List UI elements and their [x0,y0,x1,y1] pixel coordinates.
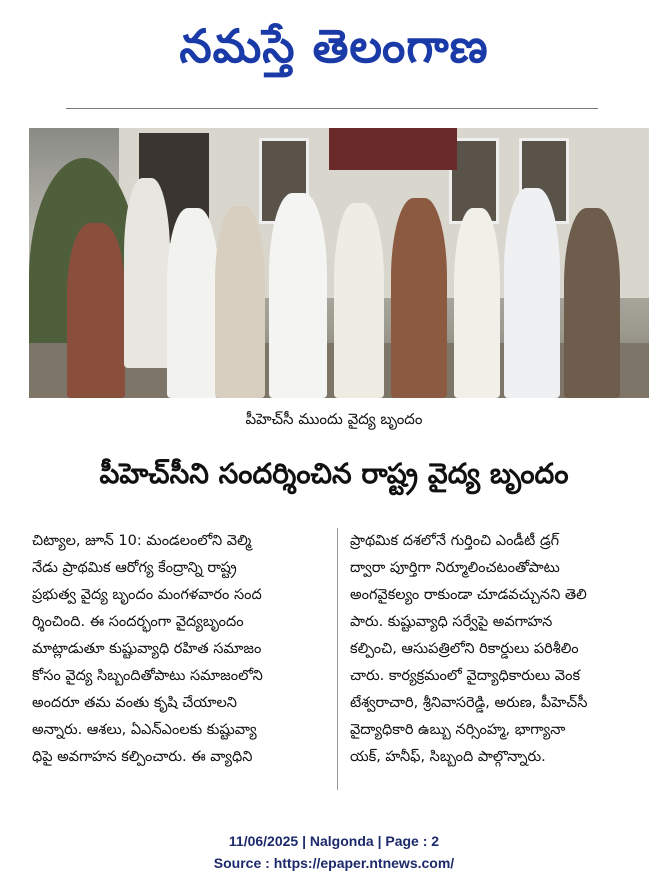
article-line: ధిపై అవగాహన కల్పించారు. ఈ వ్యాధిని [32,749,253,765]
header-rule [66,108,598,109]
article-line: అందరూ తమ వంతు కృషి చేయాలని [32,695,237,711]
article-line: వైద్యాధికారి ఉబ్బు నర్సింహ్మ, భాగ్యానా [350,722,566,738]
photo-person [124,178,170,368]
photo-person [67,223,125,398]
article-line: పారు. కుష్టువ్యాధి సర్వేపై అవగాహన [350,614,553,630]
article-line: కల్పించి, ఆసుపత్రిలోని రికార్డులు పరిశీలిం [350,641,579,657]
photo-caption: పీహెచ్‌సీ ముందు వైద్య బృందం [245,410,423,428]
newspaper-masthead: నమస్తే తెలంగాణ [179,19,489,73]
footer-source-link[interactable]: Source : https://epaper.ntnews.com/ [213,855,455,871]
article-line: చిట్యాల, జూన్ 10: మండలంలోని వెల్మి [32,533,252,549]
article-line: ర్శించింది. ఈ సందర్భంగా వైద్యబృందం [32,614,244,630]
article-line: అన్నారు. ఆశలు, ఏఎన్ఎంలకు కుష్టువ్యా [32,722,257,738]
photo-person [269,193,327,398]
group-photo [29,128,649,398]
article-line: యక్, హనీఫ్, సిబ్బంది పాల్గొన్నారు. [350,749,546,765]
photo-person [454,208,500,398]
article-headline: పీహెచ్‌సీని సందర్శించిన రాష్ట్ర వైద్య బృందం [99,457,569,490]
article-line: టేశ్వరాచారి, శ్రీనివాసరెడ్డి, అరుణ, పీహెచ్‌సీ [350,695,588,711]
photo-person [215,206,265,398]
article-line: ప్రాథమిక దశలోనే గుర్తించి ఎండీటీ డ్రగ్ [350,533,560,549]
photo-person [167,208,219,398]
photo-signboard [329,128,457,170]
page-footer [0,830,668,874]
article-line: కోసం వైద్య సిబ్బందితోపాటు సమాజంలోని [32,668,263,684]
article-line: నేడు ప్రాథమిక ఆరోగ్య కేంద్రాన్ని రాష్ట్ర [32,560,237,576]
article-line: చారు. కార్యక్రమంలో వైద్యాధికారులు వెంక [350,668,581,684]
photo-person [564,208,620,398]
photo-person [391,198,447,398]
article-line: ద్వారా పూర్తిగా నిర్మూలించటంతోపాటు [350,560,560,576]
article-line: ప్రభుత్వ వైద్య బృందం మంగళవారం సంద [32,587,262,603]
article-line: అంగవైకల్యం రాకుండా చూడవచ్చునని తెలి [350,587,587,603]
column-divider [337,528,338,790]
photo-person [334,203,384,398]
article-column-right [350,528,638,818]
footer-dateline: 11/06/2025 | Nalgonda | Page : 2 [228,833,440,849]
article-line: మాట్లాడుతూ కుష్టువ్యాధి రహిత సమాజం [32,641,262,657]
article-column-left [32,528,320,818]
photo-person [504,188,560,398]
